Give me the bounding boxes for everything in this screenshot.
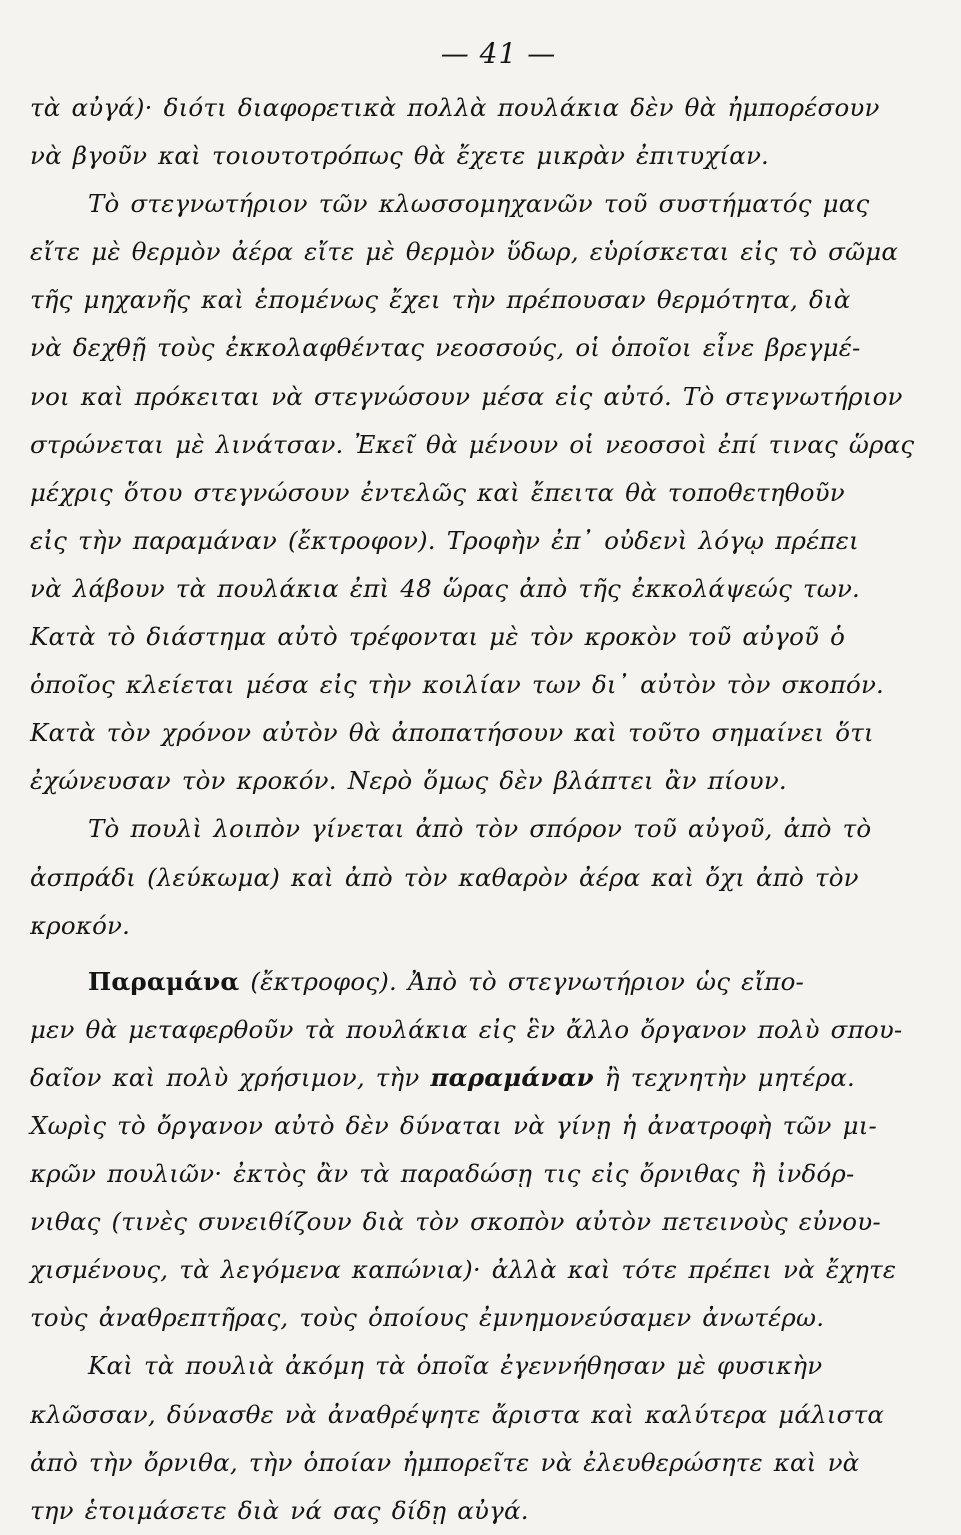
text-line: Χωρὶς τὸ ὄργανον αὐτὸ δὲν δύναται νὰ γίνῃ ἡ ἀνατροφὴ τῶν μι- [30,1110,878,1140]
text-line: μέχρις ὅτου στεγνώσουν ἐντελῶς καὶ ἔπειτα θὰ τοποθετηθοῦν [30,477,845,507]
paragraph-start-line: Τὸ στεγνωτήριον τῶν κλωσσομηχανῶν τοῦ συστήματός μας [88,189,870,219]
text-line: κροκόν. [30,910,131,940]
text-line: ἀπὸ τὴν ὄρνιθα, τὴν ὁποίαν ἠμπορεῖτε νὰ ἐλευθερώσητε καὶ νὰ [30,1447,860,1477]
section-heading-line [30,958,947,1006]
page-number: — 41 — [440,37,557,70]
text-line: νοι καὶ πρόκειται νὰ στεγνώσουν μέσα εἰς αὐτό. Τὸ στεγνωτήριον [30,381,903,411]
section-heading: Παραμάνα [88,966,240,996]
text-line: στρώνεται μὲ λινάτσαν. Ἐκεῖ θὰ μένουν οἱ νεοσσοὶ ἐπί τινας ὥρας [30,429,915,459]
text-line: χισμένους, τὰ λεγόμενα καπώνια)· ἀλλὰ καὶ τότε πρέπει νὰ ἔχητε [30,1255,897,1285]
text-line: τοὺς ἀναθρεπτῆρας, τοὺς ὁποίους ἐμνημονεύσαμεν ἀνωτέρω. [30,1303,825,1333]
text-line: εἰς τὴν παραμάναν (ἔκτροφον). Τροφὴν ἐπ᾽ οὐδενὶ λόγῳ πρέπει [30,525,859,555]
line-text-before: δαῖον καὶ πολὺ χρήσιμον, τὴν [30,1062,431,1092]
text-line: νὰ λάβουν τὰ πουλάκια ἐπὶ 48 ὥρας ἀπὸ τῆς ἐκκολάψεώς των. [30,573,861,603]
heading-line-text: (ἔκτροφος). Ἀπὸ τὸ στεγνωτήριον ὡς εἴπο- [239,966,805,996]
text-line: μεν θὰ μεταφερθοῦν τὰ πουλάκια εἰς ἓν ἄλλο ὄργανον πολὺ σπου- [30,1014,903,1044]
text-line: ἐχώνευσαν τὸν κροκόν. Νερὸ ὅμως δὲν βλάπτει ἂν πίουν. [30,766,787,796]
line-text-after: ἢ τεχνητὴν μητέρα. [593,1062,856,1092]
text-line [30,1054,947,1102]
paragraph-start-line: Καὶ τὰ πουλιὰ ἀκόμη τὰ ὁποῖα ἐγεννήθησαν μὲ φυσικὴν [88,1351,823,1381]
text-line: ὁποῖος κλείεται μέσα εἰς τὴν κοιλίαν των δι᾽ αὐτὸν τὸν σκοπόν. [30,670,885,700]
text-line: τῆς μηχανῆς καὶ ἑπομένως ἔχει τὴν πρέπουσαν θερμότητα, διὰ [30,285,851,315]
text-line: κρῶν πουλιῶν· ἐκτὸς ἂν τὰ παραδώσῃ τις εἰς ὄρνιθας ἢ ἰνδόρ- [30,1159,855,1189]
text-line: την ἑτοιμάσετε διὰ νά σας δίδῃ αὐγά. [30,1495,529,1525]
text-line: εἴτε μὲ θερμὸν ἀέρα εἴτε μὲ θερμὸν ὕδωρ, εὑρίσκεται εἰς τὸ σῶμα [30,237,899,267]
text-line: τὰ αὐγά)· διότι διαφορετικὰ πολλὰ πουλάκια δὲν θὰ ἠμπορέσουν [30,93,880,122]
text-line: Κατὰ τὸ διάστημα αὐτὸ τρέφονται μὲ τὸν κροκὸν τοῦ αὐγοῦ ὁ [30,622,846,652]
text-line: ἀσπράδι (λεύκωμα) καὶ ἀπὸ τὸν καθαρὸν ἀέρα καὶ ὄχι ἀπὸ τὸν [30,862,859,892]
text-line: νιθας (τινὲς συνειθίζουν διὰ τὸν σκοπὸν αὐτὸν πετεινοὺς εὐνου- [30,1207,881,1237]
text-line: νὰ βγοῦν καὶ τοιουτοτρόπως θὰ ἔχετε μικρὰν ἐπιτυχίαν. [30,141,770,171]
paragraph-start-line: Τὸ πουλὶ λοιπὸν γίνεται ἀπὸ τὸν σπόρον τοῦ αὐγοῦ, ἀπὸ τὸ [88,814,872,844]
emphasized-term: παραμάναν [430,1062,594,1092]
text-line: κλῶσσαν, δύνασθε νὰ ἀναθρέψητε ἄριστα καὶ καλύτερα μάλιστα [30,1399,885,1429]
text-line: Κατὰ τὸν χρόνον αὐτὸν θὰ ἀποπατήσουν καὶ τοῦτο σημαίνει ὅτι [30,718,874,748]
text-line: νὰ δεχθῇ τοὺς ἐκκολαφθέντας νεοσσούς, οἱ ὁποῖοι εἶνε βρεγμέ- [30,333,861,363]
